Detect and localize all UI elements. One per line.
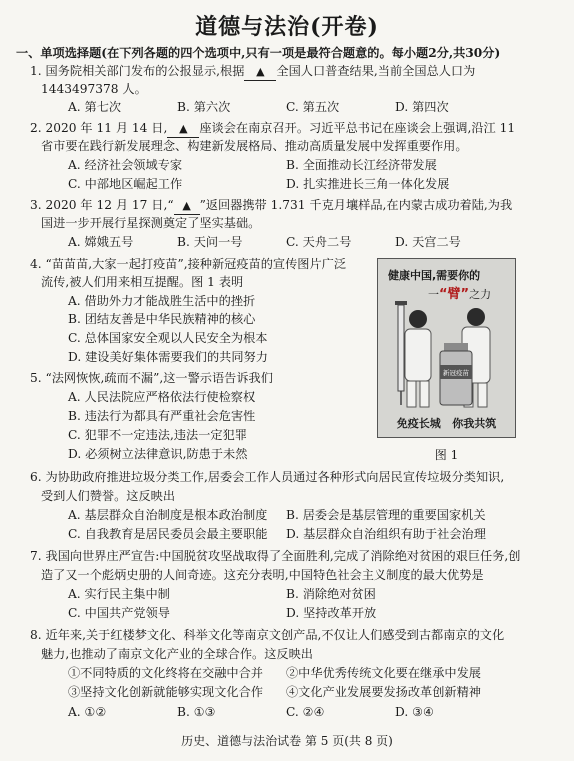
vaccine-poster-figure — [377, 258, 516, 438]
q2-stem-a: 2. 2020 年 11 月 14 日, — [30, 121, 168, 135]
q5-option-a: A. 人民法院应严格依法行使检察权 — [68, 390, 256, 404]
q1-option-d: D. 第四次 — [395, 100, 449, 114]
q1-stem-line2: 1443497378 人。 — [41, 82, 147, 96]
q2-option-d: D. 扎实推进长三角一体化发展 — [286, 177, 450, 191]
q7-option-a: A. 实行民主集中制 — [68, 587, 170, 601]
q3-stem-line1 — [30, 197, 512, 215]
q4-option-d: D. 建设美好集体需要我们的共同努力 — [68, 350, 268, 364]
q2-stem-line1 — [30, 120, 515, 138]
q6-stem-line1: 6. 为协助政府推进垃圾分类工作,居委会工作人员通过各种形式向居民宣传垃圾分类知识, — [30, 470, 505, 484]
q1-stem-line1 — [30, 63, 475, 81]
q8-statement-3: ③坚持文化创新就能够实现文化合作 — [68, 685, 263, 699]
q1-option-a: A. 第七次 — [68, 100, 122, 114]
q2-stem-line2: 省市要在践行新发展理念、构建新发展格局、推动高质量发展中发挥重要作用。 — [41, 139, 468, 153]
q5-option-d: D. 必须树立法律意识,防患于未然 — [68, 447, 248, 461]
q4-option-a: A. 借助外力才能战胜生活中的挫折 — [68, 294, 256, 308]
q3-option-b: B. 天问一号 — [177, 235, 243, 249]
doctors-vaccine-illustration — [378, 299, 515, 411]
q3-stem-line2: 国进一步开展行星探测奠定了坚实基础。 — [41, 216, 261, 230]
q4-option-b: B. 团结友善是中华民族精神的核心 — [68, 312, 256, 326]
q2-stem-b: 座谈会在南京召开。习近平总书记在座谈会上强调,沿江 11 — [199, 121, 516, 135]
q2-blank: ▲ — [167, 121, 199, 138]
q7-stem-line2: 造了又一个彪炳史册的人间奇迹。这充分表明,中国特色社会主义制度的最大优势是 — [41, 568, 484, 582]
q6-option-b: B. 居委会是基层管理的重要国家机关 — [286, 508, 486, 522]
q3-option-a: A. 嫦娥五号 — [68, 235, 134, 249]
q3-blank: ▲ — [174, 198, 200, 215]
q3-stem-a: 3. 2020 年 12 月 17 日,“ — [30, 198, 174, 212]
page-footer: 历史、道德与法治试卷 第 5 页(共 8 页) — [181, 734, 393, 748]
q1-option-c: C. 第五次 — [286, 100, 340, 114]
q8-option-c: C. ②④ — [286, 705, 325, 719]
q4-stem-line2: 流传,被人们用来相互提醒。图 1 表明 — [41, 275, 244, 289]
poster-arm-prefix: 一 — [428, 288, 439, 301]
page-title: 道德与法治(开卷) — [195, 14, 379, 40]
q4-stem-line1: 4. “苗苗苗,大家一起打疫苗”,接种新冠疫苗的宣传图片广泛 — [30, 257, 347, 271]
q5-option-b: B. 违法行为都具有严重社会危害性 — [68, 409, 256, 423]
q8-option-a: A. ①② — [68, 705, 107, 719]
q2-option-b: B. 全面推动长江经济带发展 — [286, 158, 437, 172]
section-heading: 一、单项选择题(在下列各题的四个选项中,只有一项是最符合题意的。每小题2分,共30分) — [16, 46, 501, 60]
q1-option-b: B. 第六次 — [177, 100, 231, 114]
q7-stem-line1: 7. 我国向世界庄严宣告:中国脱贫攻坚战取得了全面胜利,完成了消除绝对贫困的艰巨任务,创 — [30, 549, 521, 563]
q1-stem-b: 全国人口普查结果,当前全国总人口为 — [276, 64, 476, 78]
poster-footer-slogan: 免疫长城 你我共筑 — [396, 417, 497, 430]
q1-stem-a: 1. 国务院相关部门发布的公报显示,根据 — [30, 64, 245, 78]
poster-arm-suffix: 之力 — [469, 288, 492, 301]
q8-stem-line1: 8. 近年来,关于红楼梦文化、科举文化等南京文创产品,不仅让人们感受到古都南京的文化 — [30, 628, 505, 642]
q8-statement-2: ②中华优秀传统文化要在继承中发展 — [286, 666, 481, 680]
figure-caption: 图 1 — [434, 448, 459, 462]
q6-option-a: A. 基层群众自治制度是根本政治制度 — [68, 508, 268, 522]
q8-statement-4: ④文化产业发展要发扬改革创新精神 — [286, 685, 481, 699]
q1-blank: ▲ — [244, 64, 276, 81]
q7-option-d: D. 坚持改革开放 — [286, 606, 377, 620]
q4-option-c: C. 总体国家安全观以人民安全为根本 — [68, 331, 268, 345]
q3-stem-b: ”返回器携带 1.731 千克月壤样品,在内蒙古成功着陆,为我 — [199, 198, 513, 212]
q8-option-d: D. ③④ — [395, 705, 434, 719]
vial-label: 新冠疫苗 — [443, 369, 469, 377]
q3-option-c: C. 天舟二号 — [286, 235, 352, 249]
q5-option-c: C. 犯罪不一定违法,违法一定犯罪 — [68, 428, 247, 442]
q5-stem-line1: 5. “法网恢恢,疏而不漏”,这一警示语告诉我们 — [30, 371, 273, 385]
q7-option-c: C. 中国共产党领导 — [68, 606, 170, 620]
q8-option-b: B. ①③ — [177, 705, 216, 719]
q6-stem-line2: 受到人们赞誉。这反映出 — [41, 489, 176, 503]
q3-option-d: D. 天宫二号 — [395, 235, 461, 249]
q8-statement-1: ①不同特质的文化终将在交融中合并 — [68, 666, 263, 680]
q7-option-b: B. 消除绝对贫困 — [286, 587, 376, 601]
poster-arm-word: “臂” — [439, 287, 470, 302]
poster-headline: 健康中国,需要你的 — [388, 269, 481, 282]
q2-option-a: A. 经济社会领域专家 — [68, 158, 183, 172]
q8-stem-line2: 魅力,也推动了南京文化产业的全球合作。这反映出 — [41, 647, 313, 661]
q2-option-c: C. 中部地区崛起工作 — [68, 177, 183, 191]
q6-option-d: D. 基层群众自治组织有助于社会治理 — [286, 527, 486, 541]
q6-option-c: C. 自我教育是居民委员会最主要职能 — [68, 527, 268, 541]
